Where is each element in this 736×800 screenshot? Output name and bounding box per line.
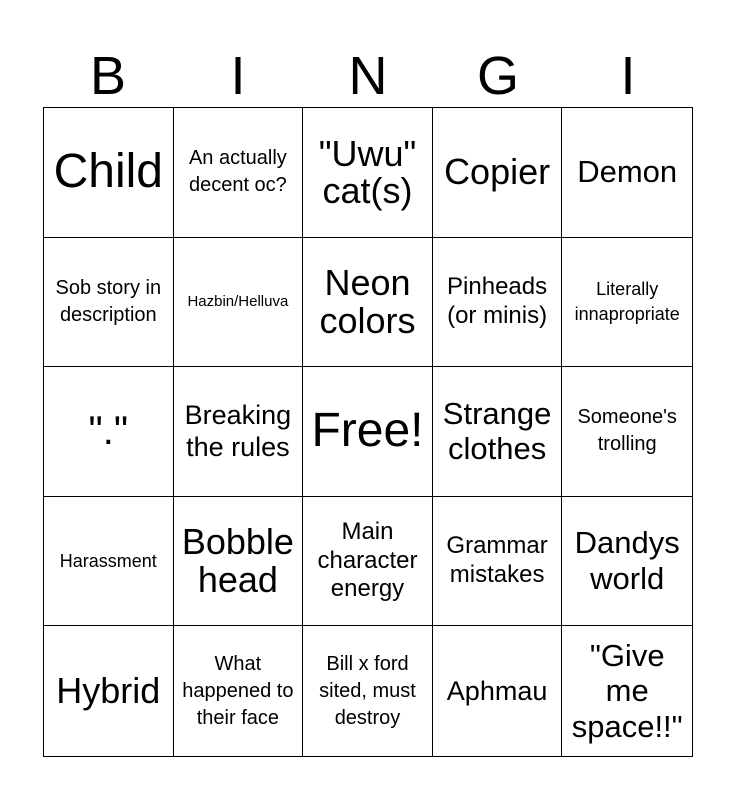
bingo-cell[interactable]: Breaking the rules bbox=[174, 367, 304, 497]
header-letter-b: B bbox=[89, 46, 127, 106]
header-letter-n: N bbox=[348, 46, 388, 106]
bingo-cell[interactable]: Dandys world bbox=[562, 497, 692, 627]
header-letter-i: I bbox=[230, 46, 246, 106]
bingo-cell[interactable]: Bobble head bbox=[174, 497, 304, 627]
header-letter-i-second: I bbox=[620, 46, 636, 106]
bingo-cell[interactable]: Strange clothes bbox=[433, 367, 563, 497]
bingo-cell[interactable]: "Uwu" cat(s) bbox=[303, 108, 433, 238]
bingo-cell[interactable]: Literally innapropriate bbox=[562, 238, 692, 368]
header-letter-g: G bbox=[476, 46, 519, 106]
bingo-cell[interactable]: "Give me space!!" bbox=[571, 637, 683, 745]
bingo-cell[interactable]: Copier bbox=[433, 108, 563, 238]
bingo-cell[interactable]: Neon colors bbox=[303, 238, 433, 368]
bingo-cell free-space[interactable]: Free! bbox=[303, 367, 433, 497]
bingo-board bbox=[43, 107, 693, 757]
bingo-cell[interactable]: What happened to their face bbox=[174, 626, 304, 756]
bingo-header bbox=[43, 44, 693, 108]
bingo-cell[interactable]: Harassment bbox=[44, 497, 174, 627]
bingo-cell[interactable]: "." bbox=[44, 367, 174, 497]
bingo-cell[interactable]: Demon bbox=[562, 108, 692, 238]
bingo-cell[interactable]: Grammar mistakes bbox=[433, 497, 563, 627]
bingo-cell[interactable]: Child bbox=[44, 108, 174, 238]
bingo-cell[interactable]: Pinheads (or minis) bbox=[433, 238, 563, 368]
bingo-cell[interactable]: An actually decent oc? bbox=[174, 108, 304, 238]
bingo-cell[interactable]: Aphmau bbox=[433, 626, 563, 756]
bingo-cell[interactable]: Main character energy bbox=[303, 497, 433, 627]
bingo-cell[interactable]: Sob story in description bbox=[44, 238, 174, 368]
bingo-cell[interactable]: Hazbin/Helluva bbox=[174, 238, 304, 368]
bingo-cell[interactable]: Hybrid bbox=[44, 626, 174, 756]
bingo-cell[interactable]: Someone's trolling bbox=[562, 367, 692, 497]
bingo-cell[interactable]: Bill x ford sited, must destroy bbox=[303, 626, 433, 756]
